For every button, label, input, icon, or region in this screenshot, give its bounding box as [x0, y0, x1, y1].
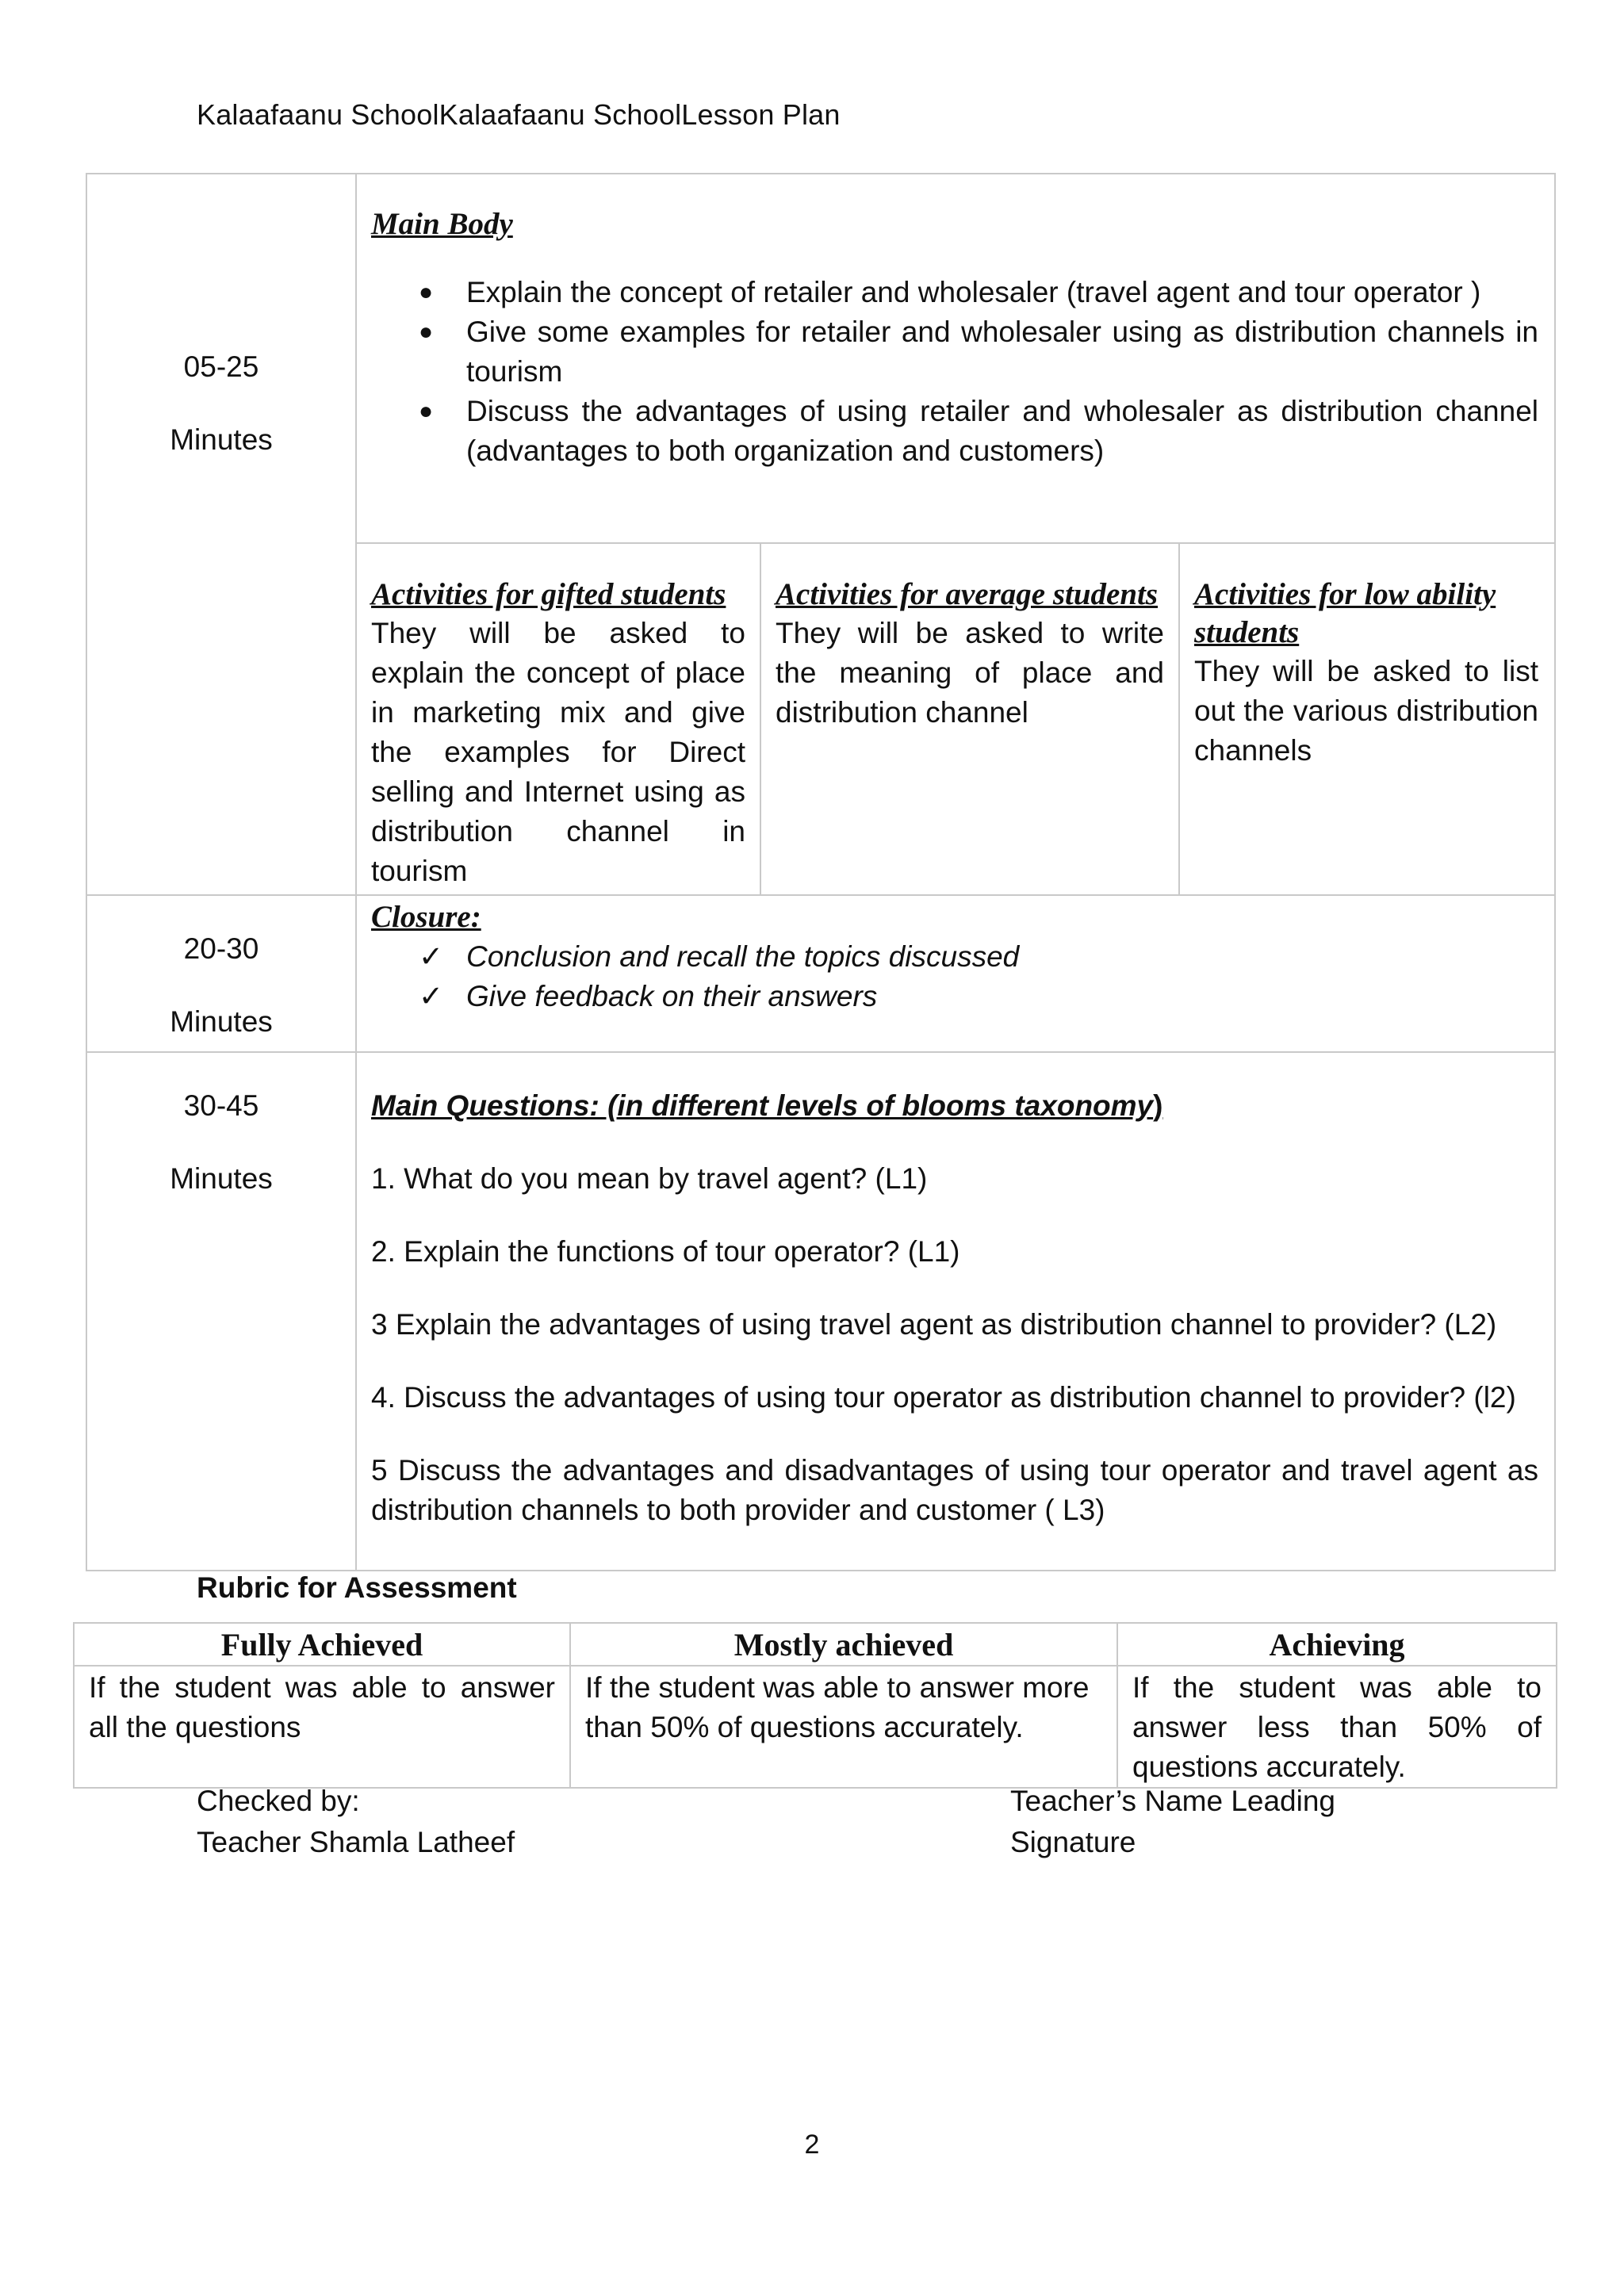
- rubric-table: [73, 1622, 1557, 1789]
- check-icon: ✓: [419, 980, 444, 1012]
- questions-heading-end: ): [1153, 1089, 1163, 1122]
- main-body-heading: Main Body: [371, 207, 513, 241]
- closure-item: [419, 937, 1538, 977]
- closure-row: [86, 895, 1555, 1052]
- main-body-time-cell: [86, 174, 356, 895]
- low-activity-heading: Activities for low ability students: [1194, 577, 1496, 649]
- questions-cell: [356, 1052, 1555, 1571]
- question-item: 4. Discuss the advantages of using tour operator as distribution channel to provider? (l2): [371, 1381, 1516, 1414]
- questions-heading-text: Main Questions: (in different levels of blooms taxonomy: [371, 1089, 1154, 1122]
- gifted-activity-cell: [356, 543, 760, 895]
- question-item: 5 Discuss the advantages and disadvantages of using tour operator and travel agent as distribution channels to both provider and customer ( L3): [371, 1454, 1538, 1526]
- signature-label: Signature: [1010, 1826, 1136, 1858]
- closure-item: [419, 977, 1538, 1016]
- average-activity-cell: [760, 543, 1179, 895]
- questions-row: [86, 1052, 1555, 1571]
- rubric-header: Fully Achieved: [74, 1623, 570, 1666]
- questions-time-unit: Minutes: [170, 1162, 273, 1195]
- main-body-item: ● Discuss the advantages of using retailer and wholesaler as distribution channel (advantages to both organization and customers): [419, 392, 1538, 471]
- questions-time-cell: [86, 1052, 356, 1571]
- question-item: 1. What do you mean by travel agent? (L1): [371, 1162, 928, 1195]
- main-body-item: ● Explain the concept of retailer and wholesaler (travel agent and tour operator ): [419, 273, 1538, 312]
- main-body-item: ● Give some examples for retailer and wholesaler using as distribution channels in tourism: [419, 312, 1538, 392]
- footer-checked: [197, 1781, 515, 1863]
- main-body-time-range: 05-25: [183, 350, 259, 383]
- page-number: 2: [804, 2130, 820, 2160]
- gifted-activity-heading: Activities for gifted students: [371, 577, 726, 611]
- main-body-list: [419, 273, 1538, 471]
- rubric-header-row: [74, 1623, 1557, 1666]
- main-body-time-unit: Minutes: [170, 423, 273, 456]
- question-item: 2. Explain the functions of tour operator? (L1): [371, 1235, 960, 1268]
- page-header: Kalaafaanu SchoolKalaafaanu SchoolLesson Plan: [197, 98, 841, 131]
- rubric-header: Mostly achieved: [570, 1623, 1117, 1666]
- closure-item-text: Give feedback on their answers: [466, 980, 878, 1012]
- check-icon: ✓: [419, 940, 444, 973]
- closure-time-cell: [86, 895, 356, 1052]
- closure-time-range: 20-30: [183, 932, 259, 965]
- question-item: 3 Explain the advantages of using travel agent as distribution channel to provider? (L2): [371, 1308, 1497, 1341]
- rubric-cell: If the student was able to answer less than 50% of questions accurately.: [1117, 1666, 1557, 1788]
- closure-cell: [356, 895, 1555, 1052]
- rubric-cell: If the student was able to answer all the questions: [74, 1666, 570, 1788]
- lesson-plan-table: [86, 173, 1556, 1571]
- main-body-cell: [356, 174, 1555, 543]
- rubric-header: Achieving: [1117, 1623, 1557, 1666]
- closure-list: [419, 937, 1538, 1016]
- closure-heading: Closure:: [371, 900, 481, 934]
- gifted-activity-text: They will be asked to explain the concept of place in marketing mix and give the examples for Direct selling and Internet using as distribution channel in tourism: [371, 617, 745, 887]
- questions-time-range: 30-45: [183, 1089, 259, 1122]
- closure-time-unit: Minutes: [170, 1005, 273, 1038]
- low-activity-cell: [1179, 543, 1555, 895]
- low-activity-text: They will be asked to list out the various distribution channels: [1194, 655, 1538, 767]
- teacher-name-label: Teacher’s Name Leading: [1010, 1785, 1335, 1817]
- rubric-criteria-row: [74, 1666, 1557, 1788]
- questions-heading: [371, 1086, 1538, 1126]
- footer-teacher: [1010, 1781, 1335, 1863]
- average-activity-text: They will be asked to write the meaning of place and distribution channel: [776, 617, 1164, 729]
- average-activity-heading: Activities for average students: [776, 577, 1159, 611]
- closure-item-text: Conclusion and recall the topics discussed: [466, 940, 1020, 973]
- checked-by-label: Checked by:: [197, 1785, 360, 1817]
- rubric-cell: If the student was able to answer more than 50% of questions accurately.: [570, 1666, 1117, 1788]
- checker-name: Teacher Shamla Latheef: [197, 1826, 515, 1858]
- rubric-title: Rubric for Assessment: [197, 1571, 517, 1604]
- main-body-row: [86, 174, 1555, 543]
